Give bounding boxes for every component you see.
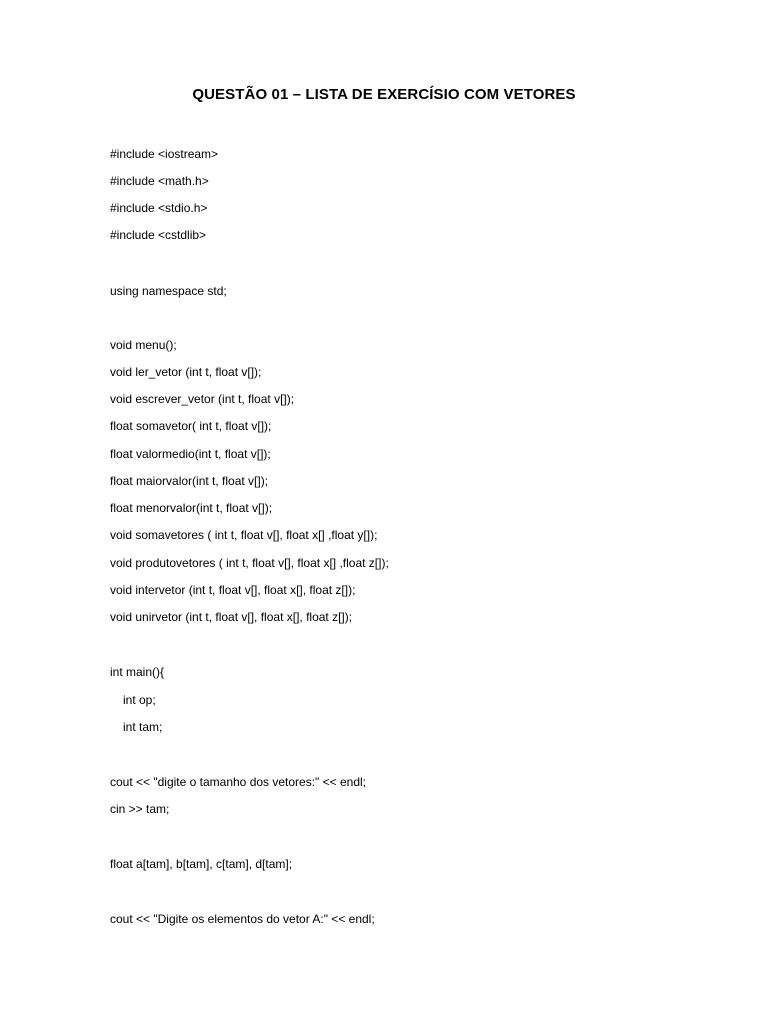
code-line-cout-tamanho: cout << "digite o tamanho dos vetores:" << endl;	[110, 775, 367, 789]
code-line-main-start: int main(){	[110, 665, 165, 679]
code-line-menorvalor-decl: float menorvalor(int t, float v[]);	[110, 501, 273, 515]
code-line-using-namespace: using namespace std;	[110, 284, 227, 298]
code-line-include-math: #include <math.h>	[110, 174, 209, 188]
code-line-int-tam: int tam;	[123, 720, 163, 734]
code-line-intervetor-decl: void intervetor (int t, float v[], float x[], float z[]);	[110, 583, 356, 597]
page-title: QUESTÃO 01 – LISTA DE EXERCÍSIO COM VETORES	[192, 86, 576, 103]
code-line-cout-vetor-a: cout << "Digite os elementos do vetor A:" << endl;	[110, 912, 375, 926]
code-line-cin-tam: cin >> tam;	[110, 802, 170, 816]
code-line-include-cstdlib: #include <cstdlib>	[110, 228, 207, 242]
code-line-include-stdio: #include <stdio.h>	[110, 201, 208, 215]
code-line-int-op: int op;	[123, 693, 156, 707]
code-line-escrever-vetor-decl: void escrever_vetor (int t, float v[]);	[110, 392, 295, 406]
code-line-somavetores-decl: void somavetores ( int t, float v[], float x[] ,float y[]);	[110, 528, 378, 542]
code-line-unirvetor-decl: void unirvetor (int t, float v[], float x[], float z[]);	[110, 610, 353, 624]
code-line-valormedio-decl: float valormedio(int t, float v[]);	[110, 447, 271, 461]
code-line-float-arrays: float a[tam], b[tam], c[tam], d[tam];	[110, 857, 293, 871]
code-line-maiorvalor-decl: float maiorvalor(int t, float v[]);	[110, 474, 269, 488]
code-line-include-iostream: #include <iostream>	[110, 147, 219, 161]
code-line-menu-decl: void menu();	[110, 338, 177, 352]
code-line-produtovetores-decl: void produtovetores ( int t, float v[], float x[] ,float z[]);	[110, 556, 389, 570]
code-line-ler-vetor-decl: void ler_vetor (int t, float v[]);	[110, 365, 262, 379]
code-line-somavetor-decl: float somavetor( int t, float v[]);	[110, 419, 272, 433]
